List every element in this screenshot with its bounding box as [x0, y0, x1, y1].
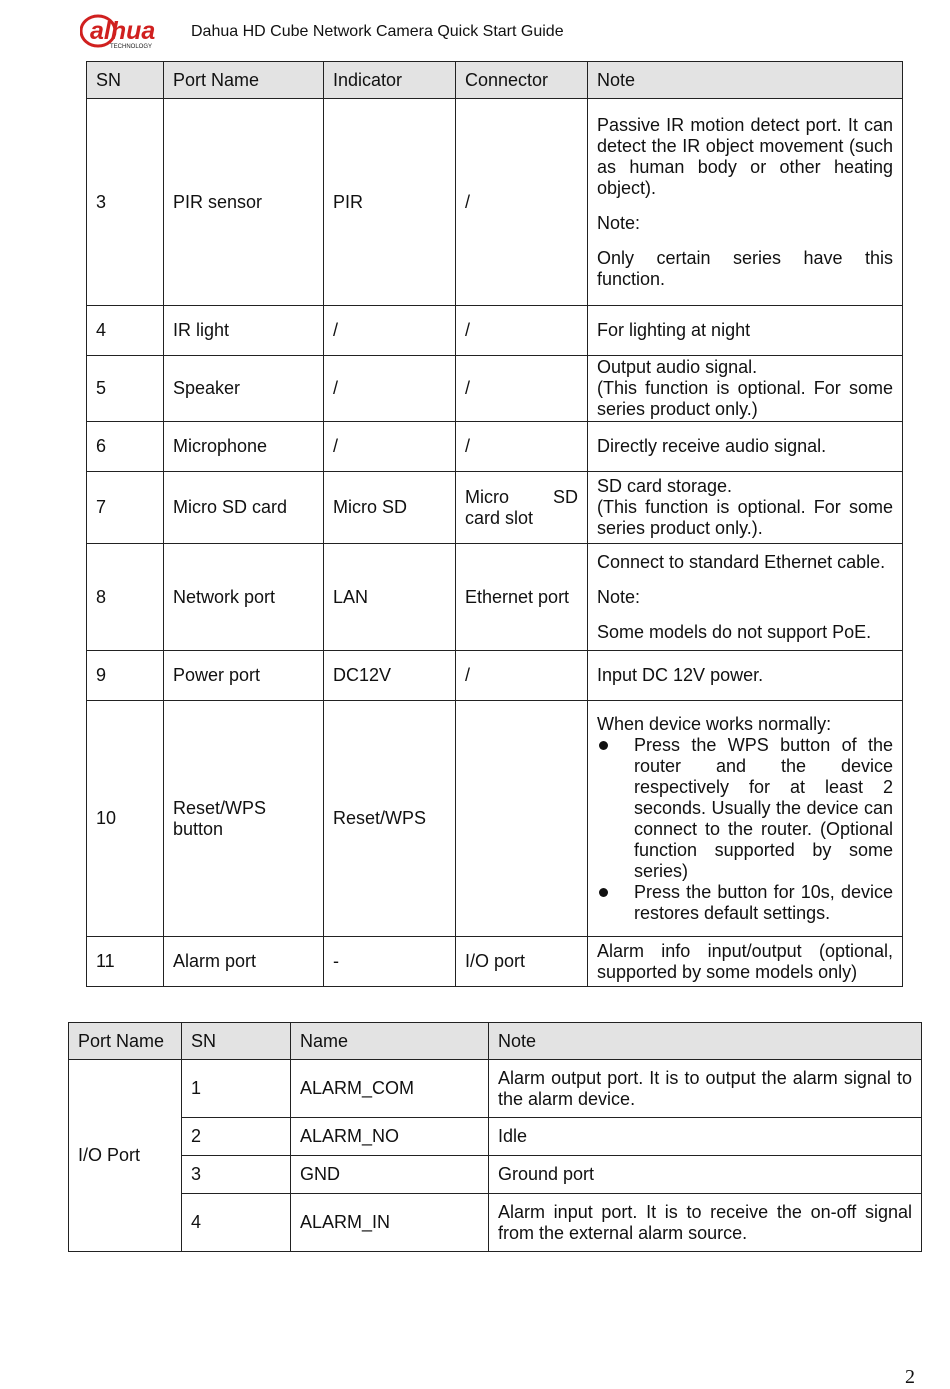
- cell-port-name: I/O Port: [69, 1060, 182, 1252]
- cell-port-name: Microphone: [164, 422, 324, 472]
- table-row: [87, 651, 903, 701]
- cell-indicator: PIR: [324, 99, 456, 306]
- note-text: (This function is optional. For some series product only.): [597, 378, 893, 419]
- table-row: [87, 306, 903, 356]
- bullet-icon: [599, 741, 608, 750]
- table-row: [87, 544, 903, 651]
- col-header-port-name: Port Name: [164, 62, 324, 99]
- col-header-note: Note: [489, 1023, 922, 1060]
- col-header-name: Name: [291, 1023, 489, 1060]
- note-text: When device works normally:: [597, 713, 832, 734]
- cell-connector: Ethernet port: [456, 544, 588, 651]
- col-header-port-name: Port Name: [69, 1023, 182, 1060]
- page-header: [80, 14, 780, 50]
- cell-sn: 4: [87, 306, 164, 356]
- col-header-indicator: Indicator: [324, 62, 456, 99]
- cell-note: [588, 472, 903, 544]
- table-row: [69, 1156, 922, 1194]
- cell-note: [588, 701, 903, 937]
- table-row: [87, 937, 903, 987]
- cell-connector: I/O port: [456, 937, 588, 987]
- cell-connector: Micro SD card slot: [456, 472, 588, 544]
- col-header-connector: Connector: [456, 62, 588, 99]
- cell-note: Alarm info input/output (optional, supported by some models only): [588, 937, 903, 987]
- table-row: [87, 99, 903, 306]
- cell-sn: 2: [182, 1118, 291, 1156]
- cell-sn: 6: [87, 422, 164, 472]
- cell-sn: 3: [87, 99, 164, 306]
- cell-note: Ground port: [489, 1156, 922, 1194]
- cell-note: [588, 356, 903, 422]
- table-row: [69, 1060, 922, 1118]
- cell-port-name: Power port: [164, 651, 324, 701]
- cell-connector: /: [456, 99, 588, 306]
- cell-note: Alarm output port. It is to output the alarm signal to the alarm device.: [489, 1060, 922, 1118]
- cell-sn: 1: [182, 1060, 291, 1118]
- table-row: [87, 472, 903, 544]
- cell-sn: 5: [87, 356, 164, 422]
- io-port-table: [68, 1022, 922, 1252]
- cell-indicator: Micro SD: [324, 472, 456, 544]
- note-text: Some models do not support PoE.: [597, 621, 872, 642]
- cell-port-name: Micro SD card: [164, 472, 324, 544]
- note-bullet-list: [597, 735, 893, 924]
- cell-note: Input DC 12V power.: [588, 651, 903, 701]
- cell-connector: /: [456, 422, 588, 472]
- bullet-text: Press the button for 10s, device restores default settings.: [634, 881, 893, 923]
- cell-indicator: /: [324, 356, 456, 422]
- cell-note: Idle: [489, 1118, 922, 1156]
- col-header-note: Note: [588, 62, 903, 99]
- table-row: [87, 701, 903, 937]
- cell-sn: 11: [87, 937, 164, 987]
- note-text: Connect to standard Ethernet cable.: [597, 551, 886, 572]
- io-table-header: [69, 1023, 922, 1060]
- cell-name: ALARM_IN: [291, 1194, 489, 1252]
- cell-sn: 9: [87, 651, 164, 701]
- note-text: Output audio signal.: [597, 357, 758, 377]
- logo-text: alhua: [90, 17, 156, 45]
- cell-note: For lighting at night: [588, 306, 903, 356]
- cell-name: GND: [291, 1156, 489, 1194]
- cell-note: Alarm input port. It is to receive the on-off signal from the external alarm source.: [489, 1194, 922, 1252]
- cell-connector: /: [456, 356, 588, 422]
- cell-port-name: IR light: [164, 306, 324, 356]
- list-item: [597, 882, 893, 924]
- cell-sn: 8: [87, 544, 164, 651]
- cell-port-name: Speaker: [164, 356, 324, 422]
- cell-note: [588, 544, 903, 651]
- note-text: SD card storage.: [597, 476, 733, 496]
- cell-name: ALARM_COM: [291, 1060, 489, 1118]
- table-row: [69, 1118, 922, 1156]
- bullet-icon: [599, 888, 608, 897]
- cell-port-name: Network port: [164, 544, 324, 651]
- document-title: Dahua HD Cube Network Camera Quick Start Guide: [191, 23, 564, 40]
- cell-sn: 4: [182, 1194, 291, 1252]
- cell-sn: 10: [87, 701, 164, 937]
- table-row: [87, 356, 903, 422]
- cell-port-name: PIR sensor: [164, 99, 324, 306]
- cell-port-name: Alarm port: [164, 937, 324, 987]
- note-text: Only certain series have this function.: [597, 247, 893, 289]
- cell-connector: /: [456, 306, 588, 356]
- cell-note: [588, 99, 903, 306]
- cell-sn: 7: [87, 472, 164, 544]
- logo-subtext: TECHNOLOGY: [110, 44, 153, 50]
- list-item: [597, 735, 893, 882]
- col-header-sn: SN: [87, 62, 164, 99]
- cell-indicator: DC12V: [324, 651, 456, 701]
- cell-indicator: /: [324, 306, 456, 356]
- cell-note: Directly receive audio signal.: [588, 422, 903, 472]
- table-row: [69, 1194, 922, 1252]
- note-label: Note:: [597, 586, 641, 607]
- table-row: [87, 422, 903, 472]
- dahua-logo: [80, 14, 180, 50]
- col-header-sn: SN: [182, 1023, 291, 1060]
- cell-indicator: LAN: [324, 544, 456, 651]
- cell-indicator: /: [324, 422, 456, 472]
- page-number: 2: [905, 1366, 915, 1388]
- note-text: (This function is optional. For some series product only.).: [597, 497, 893, 538]
- cell-connector: /: [456, 651, 588, 701]
- ports-table-header: [87, 62, 903, 99]
- note-text: Passive IR motion detect port. It can detect the IR object movement (such as human body or other heating object).: [597, 114, 893, 198]
- cell-port-name: Reset/WPS button: [164, 701, 324, 937]
- cell-connector: [456, 701, 588, 937]
- cell-indicator: -: [324, 937, 456, 987]
- cell-indicator: Reset/WPS: [324, 701, 456, 937]
- cell-name: ALARM_NO: [291, 1118, 489, 1156]
- bullet-text: Press the WPS button of the router and the device respectively for at least 2 seconds. Usually the device can connect to the router. (Optional function supported by some series): [634, 734, 893, 881]
- note-label: Note:: [597, 212, 641, 233]
- ports-table: [86, 61, 903, 987]
- cell-sn: 3: [182, 1156, 291, 1194]
